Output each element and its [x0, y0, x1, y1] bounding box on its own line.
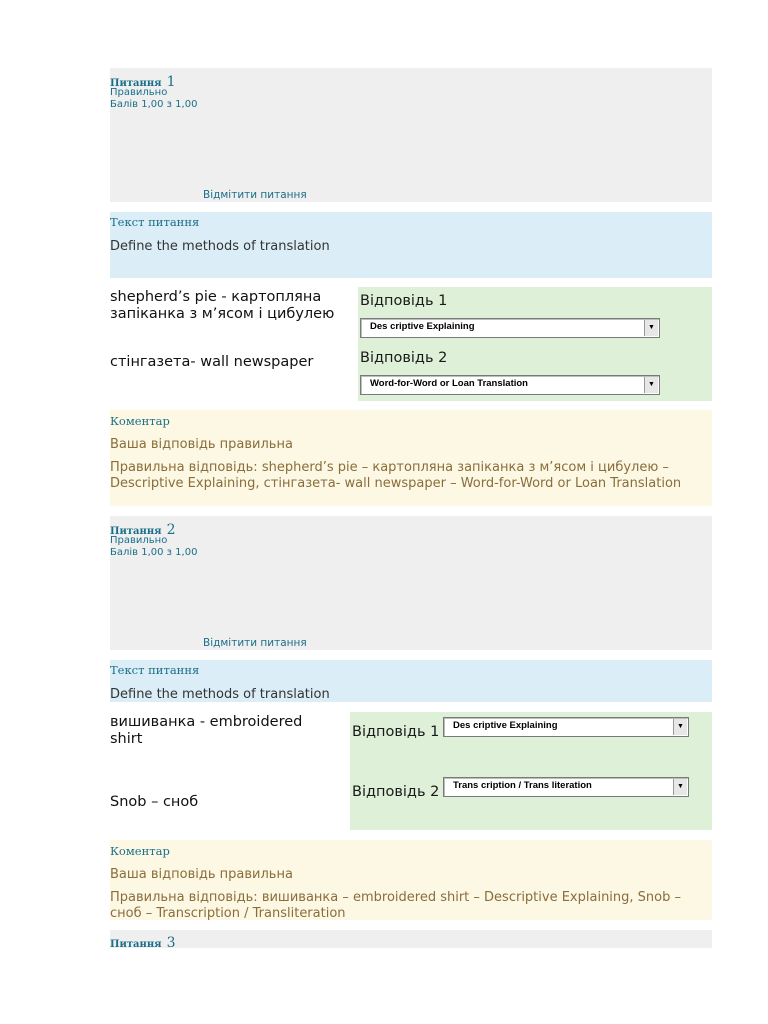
feedback-status: Ваша відповідь правильна: [110, 437, 293, 452]
feedback-heading: Коментар: [110, 414, 170, 428]
question-grade: Балів 1,00 з 1,00: [110, 547, 198, 558]
right-answer: Правильна відповідь: вишиванка – embroidered shirt – Descriptive Explaining, Snob – сноб – Transcription / Transliteration: [110, 890, 682, 921]
answer-select-2-value: Trans cription / Trans literation: [453, 780, 592, 791]
answer-select-1[interactable]: [360, 318, 660, 338]
chevron-down-icon[interactable]: ▼: [644, 377, 658, 393]
question-text: Define the methods of translation: [110, 239, 330, 254]
question-1-info: [110, 68, 712, 202]
answer-label-1: Відповідь 1: [360, 293, 448, 309]
question-3-title: [110, 932, 176, 951]
question-2-feedback: [110, 840, 712, 920]
answer-label-2: Відповідь 2: [360, 350, 448, 366]
question-2-info: [110, 516, 712, 650]
flag-question-link[interactable]: Відмітити питання: [203, 637, 307, 649]
answer-select-1-value: Des criptive Explaining: [453, 720, 558, 731]
question-number: 1: [166, 74, 176, 90]
question-word: Питання: [110, 526, 162, 537]
question-2-answers: [350, 712, 712, 830]
question-1-text-box: [110, 212, 712, 278]
flag-question-link[interactable]: Відмітити питання: [203, 189, 307, 201]
chevron-down-icon[interactable]: ▼: [673, 719, 687, 735]
question-number: 3: [166, 935, 176, 951]
match-stem-2: стінгазета- wall newspaper: [110, 354, 314, 370]
match-stem-2: Snob – сноб: [110, 794, 199, 810]
question-1-answers: [358, 287, 712, 401]
answer-label-2: Відповідь 2: [352, 784, 440, 800]
match-stem-1: вишиванка - embroidered shirt: [110, 714, 303, 747]
question-text-heading: Текст питання: [110, 663, 200, 677]
question-2-text-box: [110, 660, 712, 702]
answer-select-1-value: Des criptive Explaining: [370, 321, 475, 332]
match-stem-1: shepherd’s pie - картопляна запіканка з м’ясом і цибулею: [110, 289, 335, 322]
question-word: Питання: [110, 939, 162, 950]
answer-select-2[interactable]: [360, 375, 660, 395]
question-text: Define the methods of translation: [110, 687, 330, 702]
answer-label-1: Відповідь 1: [352, 724, 440, 740]
question-state: Правильно: [110, 535, 168, 546]
question-word: Питання: [110, 78, 162, 89]
answer-select-2-value: Word-for-Word or Loan Translation: [370, 378, 528, 389]
question-number: 2: [166, 522, 176, 538]
question-3-info: [110, 930, 712, 951]
question-1-feedback: [110, 410, 712, 506]
right-answer: Правильна відповідь: shepherd’s pie – картопляна запіканка з м’ясом і цибулею – Descriptive Explaining, стінгазета- wall newspaper – Word-for-Word or Loan Translation: [110, 460, 682, 491]
question-grade: Балів 1,00 з 1,00: [110, 99, 198, 110]
answer-select-2[interactable]: [443, 777, 689, 797]
question-text-heading: Текст питання: [110, 215, 200, 229]
answer-select-1[interactable]: [443, 717, 689, 737]
feedback-heading: Коментар: [110, 844, 170, 858]
chevron-down-icon[interactable]: ▼: [673, 779, 687, 795]
chevron-down-icon[interactable]: ▼: [644, 320, 658, 336]
feedback-status: Ваша відповідь правильна: [110, 867, 293, 882]
question-state: Правильно: [110, 87, 168, 98]
